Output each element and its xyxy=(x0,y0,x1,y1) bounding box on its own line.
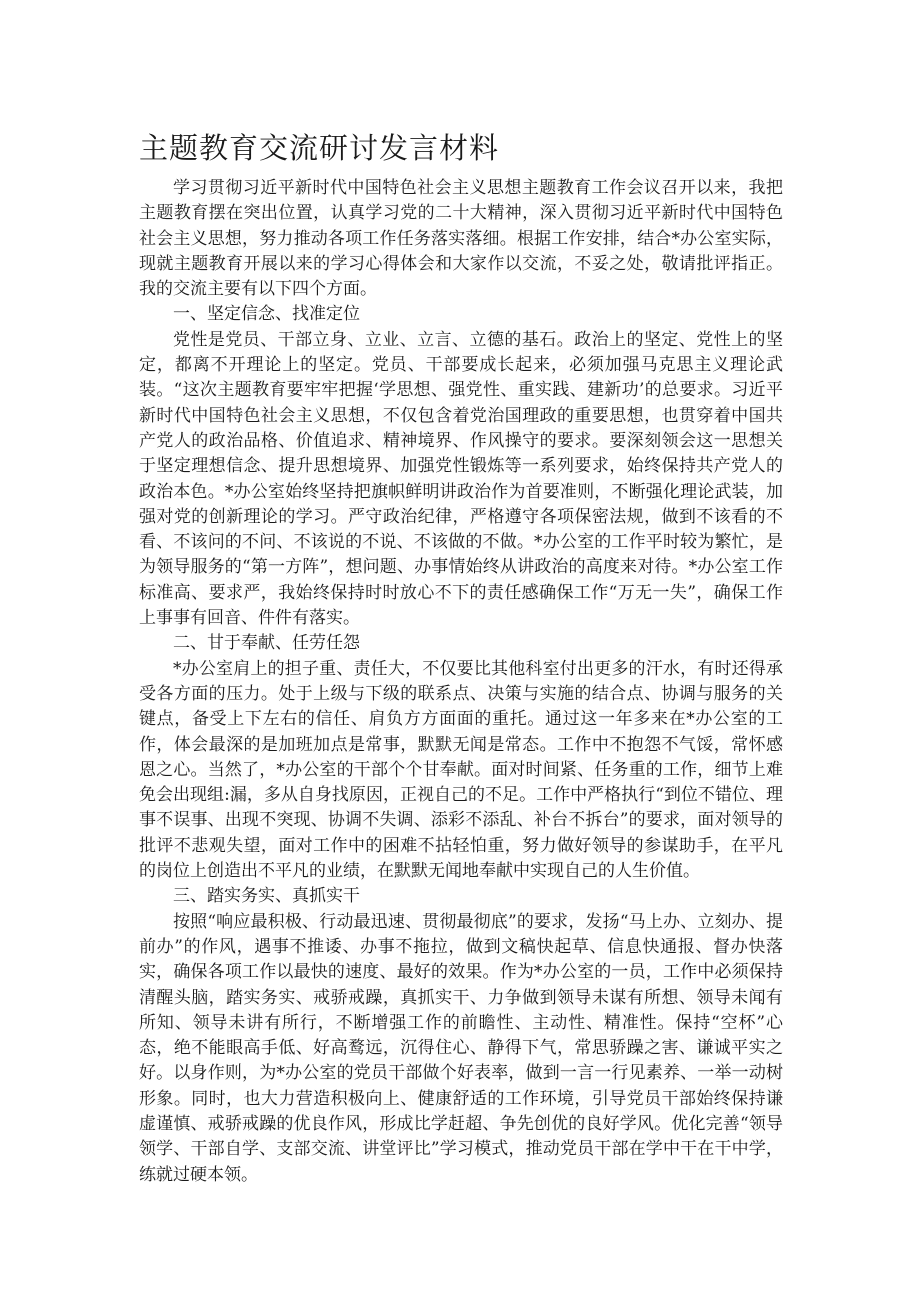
intro-paragraph: 学习贯彻习近平新时代中国特色社会主义思想主题教育工作会议召开以来，我把主题教育摆在突出位置，认真学习党的二十大精神，深入贯彻习近平新时代中国特色社会主义思想，努力推动各项工作任务落实落细。根据工作安排，结合*办公室实际，现就主题教育开展以来的学习心得体会和大家作以交流，不妥之处，敬请批评指正。我的交流主要有以下四个方面。 xyxy=(139,178,783,300)
section-paragraph: *办公室肩上的担子重、责任大，不仅要比其他科室付出更多的汗水，有时还得承受各方面的压力。处于上级与下级的联系点、决策与实施的结合点、协调与服务的关键点，备受上下左右的信任、肩负方方面面的重托。通过这一年多来在*办公室的工作，体会最深的是加班加点是常事，默默无闻是常态。工作中不抱怨不气馁，常怀感恩之心。当然了，*办公室的干部个个甘奉献。面对时间紧、任务重的工作，细节上难免会出现组:漏，多从自身找原因，正视自己的不足。工作中严格执行“到位不错位、理事不误事、出现不突现、协调不失调、添彩不添乱、补台不拆台”的要求，面对领导的批评不悲观失望，面对工作中的困难不拈轻怕重，努力做好领导的参谋助手，在平凡的岗位上创造出不平凡的业绩，在默默无闻地奉献中实现自己的人生价值。 xyxy=(139,658,783,882)
section-heading: 三、踏实务实、真抓实干 xyxy=(173,886,360,907)
section-3 xyxy=(139,884,783,1188)
section-2 xyxy=(139,631,783,884)
document-body xyxy=(139,176,783,1188)
section-paragraph: 党性是党员、干部立身、立业、立言、立德的基石。政治上的坚定、党性上的坚定，都离不开理论上的坚定。党员、干部要成长起来，必须加强马克思主义理论武装。“这次主题教育要牢牢把握‘学思想、强党性、重实践、建新功’的总要求。习近平新时代中国特色社会主义思想，不仅包含着党治国理政的重要思想，也贯穿着中国共产党人的政治品格、价值追求、精神境界、作风操守的要求。要深刻领会这一思想关于坚定理想信念、提升思想境界、加强党性锻炼等一系列要求，始终保持共产党人的政治本色。*办公室始终坚持把旗帜鲜明讲政治作为首要准则，不断强化理论武装，加强对党的创新理论的学习。严守政治纪律，严格遵守各项保密法规，做到不该看的不看、不该问的不问、不该说的不说、不该做的不做。*办公室的工作平时较为繁忙，是为领导服务的“第一方阵”，想问题、办事情始终从讲政治的高度来对待。*办公室工作标准高、要求严，我始终保持时时放心不下的责任感确保工作“万无一失”，确保工作上事事有回音、件件有落实。 xyxy=(139,329,783,629)
section-paragraph: 按照“响应最积极、行动最迅速、贯彻最彻底”的要求，发扬“马上办、立刻办、提前办”的作风，遇事不推诿、办事不拖拉，做到文稿快起草、信息快通报、督办快落实，确保各项工作以最快的速度、最好的效果。作为*办公室的一员，工作中必须保持清醒头脑，踏实务实、戒骄戒躁，真抓实干、力争做到领导未谋有所想、领导未闻有所知、领导未讲有所行，不断增强工作的前瞻性、主动性、精准性。保持“空杯”心态，绝不能眼高手低、好高鹜远，沉得住心、静得下气，常思骄躁之害、谦诚平实之好。以身作则，为*办公室的党员干部做个好表率，做到一言一行见素养、一举一动树形象。同时，也大力营造积极向上、健康舒适的工作环境，引导党员干部始终保持谦虚谨慎、戒骄戒躁的优良作风，形成比学赶超、争先创优的良好学风。优化完善“领导领学、干部自学、支部交流、讲堂评比”学习模式，推动党员干部在学中干在干中学，练就过硬本领。 xyxy=(139,911,783,1185)
section-1 xyxy=(139,302,783,631)
document-title: 主题教育交流研讨发言材料 xyxy=(139,131,500,165)
section-heading: 一、坚定信念、找准定位 xyxy=(173,304,360,325)
section-heading: 二、甘于奉献、任劳任怨 xyxy=(173,633,360,654)
